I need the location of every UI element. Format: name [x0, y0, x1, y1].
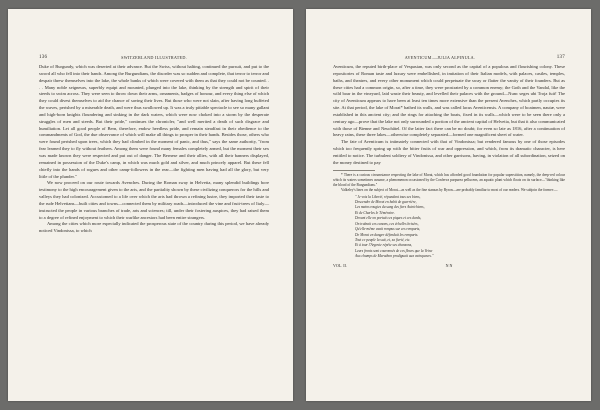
paragraph: The fate of Aventicum is intimately connected with that of Vindonissa; but rendered famous by one of those episodes which too frequently spring up with the bitter fruits of war and oppression, and which, from its dramatic character, is here entitled to notice. The turbulent soldiery of Vindonissa, and other garrisons, having, in violation of all subordination, seized on the money destined to pay	[333, 139, 565, 165]
verse-line: Aux champs de Marathon prodiguait aux vainqueurs."	[355, 254, 434, 259]
paragraph: Duke of Burgundy, which was deserted at their advance. But the Swiss, without halting, continued the pursuit, and put to the sword all who fell into their hands. Among the Burgundians, the disorder was so sudden and complete, that terror to terror and despair threw themselves into the lake, the whole banks of which were covered with them as that they could not be counted. . . . Many noble seigneurs, superbly equipt and mounted, plunged into the lake, thinking by the strength and spirit of their steeds to swim across. They were seen to throw down their arms, ornaments, badges of honour, and every thing else of which they could divest themselves to aid the chance of saving their lives. But those who were not slain, after having long buffeted the waves, perished by a miserable death, and were thus swallowed up. It was a truly pitiable spectacle to see so many gallant and high-born knights floundering and sinking in the dark waters, which were now choked into a storm by the desperate struggles of men and steeds. But their pride," continues the chronicler, "and well merited a death of such disgrace and humiliation. Let all good people of Bern, therefore, endow heedless pride, and remain steadfast in their obedience to the commandments of God, the due observance of which will make all things to prosper in their hands. Besides those, others who were found perished upon trees, which they had climbed in the moment of panic, and thus," says the same authority, "from fear learned they to fly without feathers. Among them were found many females completely armed, but the moment their sex was made known they were respected and put out of danger. The Bernese and their allies, with all their banners displayed, remained in possession of the Duke's camp, in which was much gold and silver, and much princely apparel. But these fell chiefly into the hands of rogues and other camp-followers in the rear—the fighting men having had all the glory, but very little of the plunder."	[39, 64, 269, 179]
verse-line: Descendre de Morat en habit de guerrière,	[355, 200, 417, 205]
verse-line: Et de Charles le Téméraire.	[355, 210, 395, 215]
volume-label: VOL. II.	[333, 262, 347, 268]
signature-mark: N N	[445, 262, 453, 268]
paragraph: We now proceed on our route towards Avenches. During the Roman sway in Helvetia, many splendid buildings bore testimony to the high encouragement given to the arts, and the partiality shown by these civilizing conquerors for the hills and valleys they had colonized. Accustomed to a life over which the arts had thrown a refining lustre, they imported their taste to the rude Helvetians—built cities and towns—connected them by military roads—introduced the vine and fruit-trees of Italy—instructed the people in various branches of trade, arts and sciences; till, under their fostering auspices, they had raised them to a degree of refined enjoyment to which their warlike ancestors had been entire strangers.	[39, 180, 269, 220]
verse-line: Et à tour l'Argovie répète ses chansons,	[355, 243, 413, 248]
paragraph: Among the cities which more especially indicated the prosperous state of the country during this period, we have already noticed Vindonissa, to which	[39, 221, 269, 234]
footnote: Valkeley's lines on the subject of Morat—as well as the fine stanzas by Byron—are probably familiar to most of our readers. We subjoin the former:—	[341, 187, 558, 192]
verse-line: " Je vois la Liberté, répandant tous ses biens,	[355, 194, 421, 199]
footnote-rule	[333, 170, 375, 171]
verse-line: Devant elle on portait ces piques et ces dards,	[355, 216, 422, 221]
verse-line: De Morat en danger défendait les remparts.	[355, 232, 419, 237]
verse-line: Les mains rougies du sang des fiers Autrichiens,	[355, 205, 425, 210]
page-number: 136	[39, 55, 48, 60]
running-head	[333, 55, 565, 62]
verse-line: On traînait ces canons, ces échelles brisées,	[355, 221, 419, 226]
verse-block	[355, 195, 565, 260]
running-title: SWITZERLAND ILLUSTRATED.	[121, 55, 187, 60]
running-title: AVENTICUM.—JULIA ALPINULA.	[404, 55, 476, 60]
page-foot	[333, 263, 565, 269]
running-head	[39, 55, 269, 62]
paragraph: Aventicum, the reputed birth-place of Vespasian, was only second as the capital of a populous and flourishing colony. These repositories of Roman taste and luxury were embellished, in imitation of their Italian models, with palaces, castles, temples, baths, and theatres, and every other monument which could perpetuate the sway or flatter the vanity of their founders. But as these cities had a common origin, so, after a time, they were prostrated by a common enemy; the Goth and the Vandal, like the wild boar in the vineyard, laid waste their beauty, and levelled their palaces with the ground—Nunc seges ubi Troja fuit! The city of Aventicum appears to have been at least ten times more extensive than the present Avenches, which partly occupies its site. At that period, the lake of Morat* bathed its walls, and was called lacus Aventicensis. A company of boatmen, nautæ, were established in this ancient city; and the rings for attaching the boats, fixed in its walls—which were to be seen there only a century ago—prove that the lake not only surrounded a portion of the ancient capital of Helvetia, but that it also communicated with those of Bienne and Neuchâtel. Of the latter fact there can be no doubt; for even so late as 1816, after a continuation of heavy rains, these three lakes—otherwise completely separated—formed one magnificent sheet of water.	[333, 64, 565, 138]
footnote: * There is a curious circumstance respecting the lake of Morat, which has afforded good foundation for popular superstition, namely, the deep-red colour which its waters sometimes assume, a phenomenon occasioned by the Conferva purpurea pellucens, an aquatic plant which floats on its surface—"thinking like the blood of the Burgundians."	[333, 172, 565, 187]
left-page	[8, 9, 293, 401]
verse-line: Qu'elle-même avait rompus sur ces remparts,	[355, 227, 421, 232]
verse-line: Leurs fronts sont couronnés de ces fleurs que la Veine	[355, 248, 433, 253]
right-page	[306, 9, 591, 401]
verse-line: Tout ce peuple la suit, et, sa fierté, etc.	[355, 237, 411, 242]
page-number: 137	[556, 55, 565, 60]
